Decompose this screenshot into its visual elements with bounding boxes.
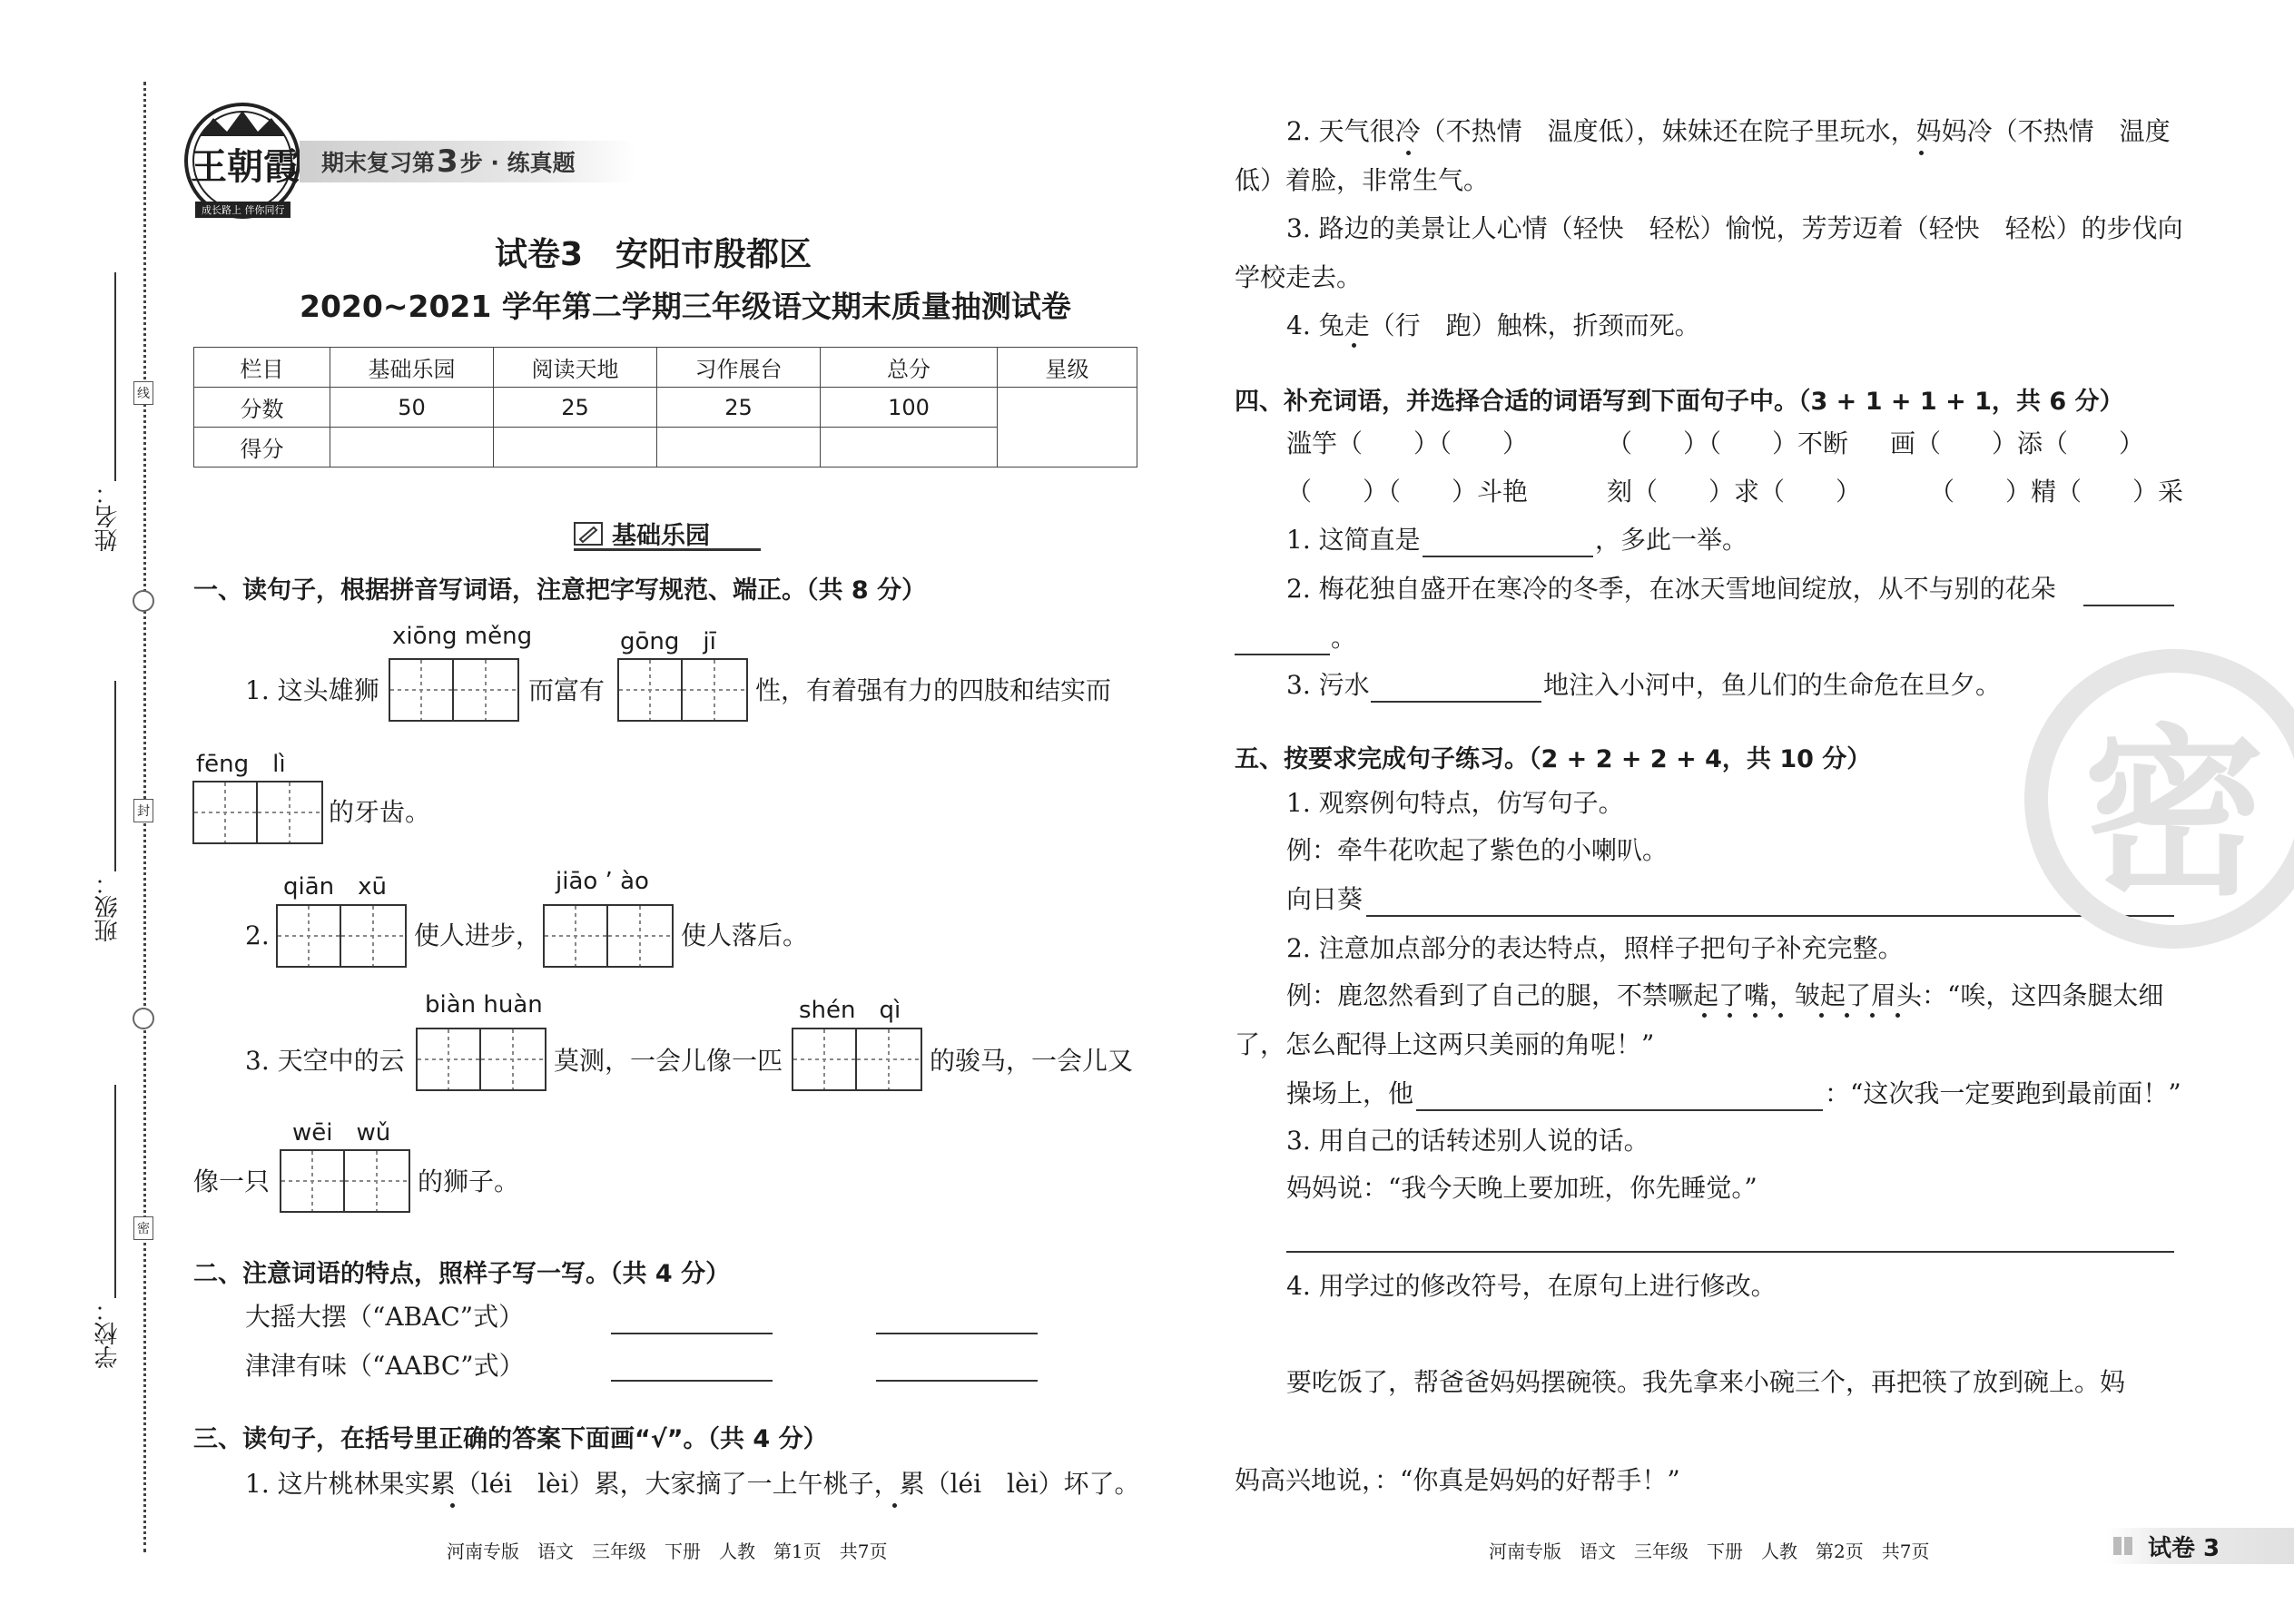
table-cell: 分数 [194, 388, 330, 428]
writing-grid[interactable] [192, 781, 323, 844]
q5-text: 例：鹿忽然看到了自己的腿，不禁噘起了嘴，皱起了眉头：“唉，这四条腿太细 [1286, 980, 2164, 1010]
writing-grid[interactable] [389, 658, 519, 722]
answer-line[interactable] [1235, 654, 1330, 655]
table-header: 阅读天地 [494, 348, 657, 388]
answer-line[interactable] [1423, 556, 1593, 557]
section-badge [574, 516, 710, 551]
q3-sentence: 低）着脸，非常生气。 [1235, 165, 1490, 195]
score-input-cell[interactable] [330, 428, 494, 468]
class-line [114, 681, 116, 871]
word-blank[interactable]: 画（ ）添（ ） [1890, 428, 2145, 458]
emphasis-dot [1895, 1013, 1900, 1018]
pinyin: qiān xū [283, 873, 388, 901]
school-line [114, 1085, 116, 1298]
q3-sentence: 3. 路边的美景让人心情（轻快 轻松）愉悦，芳芳迈着（轻快 轻松）的步伐向 [1286, 213, 2183, 243]
table-header: 基础乐园 [330, 348, 494, 388]
q5-text: 2. 注意加点部分的表达特点，照样子把句子补充完整。 [1286, 933, 1904, 963]
q3-heading: 三、读句子，在括号里正确的答案下面画“√”。（共 4 分） [193, 1425, 828, 1453]
footer-right: 河南专版 语文 三年级 下册 人教 第2页 共7页 [1489, 1540, 1930, 1562]
section-badge-underline [574, 548, 761, 551]
exam-tag-label: 试卷 3 [2148, 1534, 2220, 1562]
name-line [114, 272, 116, 481]
pinyin: biàn huàn [425, 991, 543, 1019]
pinyin: wēi wǔ [292, 1119, 391, 1147]
emphasis-dot [1728, 1013, 1732, 1018]
score-input-cell[interactable] [821, 428, 998, 468]
answer-line[interactable] [1371, 701, 1541, 703]
emphasis-dot [450, 1503, 455, 1508]
table-header: 栏目 [194, 348, 330, 388]
sentence-text: 3. 天空中的云 [245, 1046, 405, 1076]
pinyin: shén qì [799, 997, 901, 1024]
writing-grid[interactable] [617, 658, 748, 722]
sentence-text: 的骏马，一会儿又 [930, 1046, 1134, 1076]
q3-sentence: 学校走去。 [1235, 262, 1363, 292]
section-badge-label: 基础乐园 [612, 522, 710, 550]
page-subtitle: 2020~2021 学年第二学期三年级语文期末质量抽测试卷 [300, 289, 1071, 324]
table-header: 习作展台 [657, 348, 821, 388]
q5-text: 妈高兴地说，：“你真是妈妈的好帮手！” [1235, 1465, 1680, 1495]
q5-text: 操场上，他 [1286, 1078, 1414, 1108]
answer-line[interactable] [611, 1380, 773, 1382]
emphasis-dot [1406, 151, 1411, 155]
emphasis-dot [892, 1503, 897, 1508]
logo-text: 王朝霞 [191, 145, 300, 188]
q5-text: 妈妈说：“我今天晚上要加班，你先睡觉。” [1286, 1173, 1757, 1203]
table-row [194, 428, 1137, 468]
table-row [194, 388, 1137, 428]
binding-circle-2 [133, 1008, 154, 1029]
footer-left: 河南专版 语文 三年级 下册 人教 第1页 共7页 [447, 1540, 888, 1562]
seal-box-xian: 线 [133, 381, 153, 405]
q5-text: 例：牵牛花吹起了紫色的小喇叭。 [1286, 835, 1669, 865]
score-table [193, 347, 1137, 468]
binding-circle-1 [133, 590, 154, 612]
pinyin: jiāo ’ ào [556, 868, 649, 895]
q3-sentence: 1. 这片桃林果实累（léi lèi）累，大家摘了一上午桃子，累（léi lèi）坏了。 [245, 1469, 1140, 1499]
q2-item: 大摇大摆（“ABAC”式） [245, 1302, 525, 1332]
emphasis-dot [1845, 1013, 1849, 1018]
writing-grid[interactable] [416, 1028, 546, 1091]
logo [182, 100, 304, 222]
page-title: 试卷3 安阳市殷都区 [495, 236, 812, 273]
banner-prefix: 期末复习第 [321, 150, 436, 176]
q5-text: 1. 观察例句特点，仿写句子。 [1286, 788, 1624, 818]
emphasis-dot [1919, 151, 1924, 155]
answer-line[interactable] [876, 1380, 1038, 1382]
q4-heading: 四、补充词语，并选择合适的词语写到下面句子中。（3 + 1 + 1 + 1，共 6 分） [1235, 388, 2124, 416]
word-blank[interactable]: 刻（ ）求（ ） [1607, 477, 1862, 507]
sentence-text: 像一只 [193, 1166, 271, 1196]
tag-squares-icon [2113, 1537, 2135, 1555]
table-header: 总分 [821, 348, 998, 388]
answer-line[interactable] [1416, 1109, 1823, 1111]
seal-box-mi: 密 [133, 1216, 153, 1240]
writing-grid[interactable] [543, 904, 674, 968]
step-banner [300, 141, 635, 182]
sentence-text: 性，有着强有力的四肢和结实而 [755, 675, 1112, 705]
word-blank[interactable]: （ ）精（ ）采 [1929, 477, 2184, 507]
sentence-text: 2. [245, 920, 270, 950]
answer-line[interactable] [2083, 605, 2174, 606]
q5-text: 了，怎么配得上这两只美丽的角呢！” [1235, 1029, 1655, 1059]
q5-text: 要吃饭了，帮爸爸妈妈摆碗筷。我先拿来小碗三个，再把筷了放到碗上。妈 [1286, 1367, 2126, 1397]
banner-step: 3 [437, 143, 458, 180]
seal-box-feng: 封 [133, 799, 153, 822]
banner-suffix: 步 · 练真题 [459, 150, 576, 176]
table-cell: 25 [494, 388, 657, 428]
table-cell: 25 [657, 388, 821, 428]
q4-sentence: ，多此一举。 [1595, 525, 1748, 555]
table-cell: 得分 [194, 428, 330, 468]
writing-grid[interactable] [276, 904, 407, 968]
logo-slogan: 成长路上 伴你同行 [202, 204, 285, 216]
q2-heading: 二、注意词语的特点，照样子写一写。（共 4 分） [193, 1260, 731, 1288]
emphasis-dot [1870, 1013, 1875, 1018]
pinyin: fēng lì [196, 751, 286, 778]
sentence-text: 使人进步， [414, 920, 542, 950]
q4-sentence: 地注入小河中，鱼儿们的生命危在旦夕。 [1543, 670, 2002, 700]
q5-heading: 五、按要求完成句子练习。（2 + 2 + 2 + 4，共 10 分） [1235, 745, 1872, 773]
star-cell[interactable] [998, 388, 1137, 468]
sentence-text: 的狮子。 [418, 1166, 520, 1196]
answer-line[interactable] [876, 1333, 1038, 1334]
score-input-cell[interactable] [494, 428, 657, 468]
emphasis-dot [1819, 1013, 1824, 1018]
emphasis-dot [1352, 343, 1356, 348]
q3-sentence: 2. 天气很冷（不热情 温度低），妹妹还在院子里玩水，妈妈冷（不热情 温度 [1286, 116, 2171, 146]
table-cell: 100 [821, 388, 998, 428]
answer-line[interactable] [1286, 1251, 2174, 1253]
answer-line[interactable] [1366, 915, 2174, 917]
pinyin: gōng jī [620, 628, 716, 655]
writing-grid[interactable] [792, 1028, 922, 1091]
class-label: 班级： [94, 871, 122, 942]
emphasis-dot [1778, 1013, 1783, 1018]
q5-text: ：“这次我一定要跑到最前面！” [1825, 1078, 2181, 1108]
q5-text: 向日葵 [1286, 884, 1364, 914]
word-blank[interactable]: （ ）（ ）不断 [1607, 428, 1849, 458]
q4-sentence: 2. 梅花独自盛开在寒冷的冬季，在冰天雪地间绽放，从不与别的花朵 [1286, 574, 2056, 604]
sentence-text: 使人落后。 [681, 920, 809, 950]
answer-line[interactable] [611, 1333, 773, 1334]
watermark-seal [2024, 649, 2294, 949]
table-header: 星级 [998, 348, 1137, 388]
q3-sentence: 4. 兔走（行 跑）触株，折颈而死。 [1286, 310, 1700, 340]
sentence-text: 而富有 [528, 675, 605, 705]
emphasis-dot [1753, 1013, 1757, 1018]
q5-text: 3. 用自己的话转述别人说的话。 [1286, 1126, 1649, 1156]
table-row [194, 348, 1137, 388]
table-cell: 50 [330, 388, 494, 428]
writing-grid[interactable] [280, 1149, 410, 1213]
emphasis-dot [1702, 1013, 1707, 1018]
name-label: 姓名： [94, 481, 122, 552]
q4-sentence: 3. 污水 [1286, 670, 1370, 700]
q4-sentence: 。 [1331, 623, 1357, 653]
school-label: 学校： [94, 1298, 122, 1369]
sentence-text: 莫测，一会儿像一匹 [554, 1046, 783, 1076]
exam-tag [2106, 1528, 2294, 1564]
sentence-text: 1. 这头雄狮 [245, 675, 379, 705]
q5-text: 4. 用学过的修改符号，在原句上进行修改。 [1286, 1271, 1777, 1301]
word-blank[interactable]: （ ）（ ）斗艳 [1286, 477, 1529, 507]
q4-sentence: 1. 这简直是 [1286, 525, 1421, 555]
q1-heading: 一、读句子，根据拼音写词语，注意把字写规范、端正。（共 8 分） [193, 576, 927, 605]
word-blank[interactable]: 滥竽（ ）（ ） [1286, 428, 1529, 458]
sentence-text: 的牙齿。 [329, 797, 431, 827]
score-input-cell[interactable] [657, 428, 821, 468]
q2-item: 津津有味（“AABC”式） [245, 1351, 525, 1381]
watermark-text: 密 [2082, 708, 2265, 920]
pen-icon [574, 522, 603, 546]
pinyin: xiōng měng [392, 623, 533, 650]
